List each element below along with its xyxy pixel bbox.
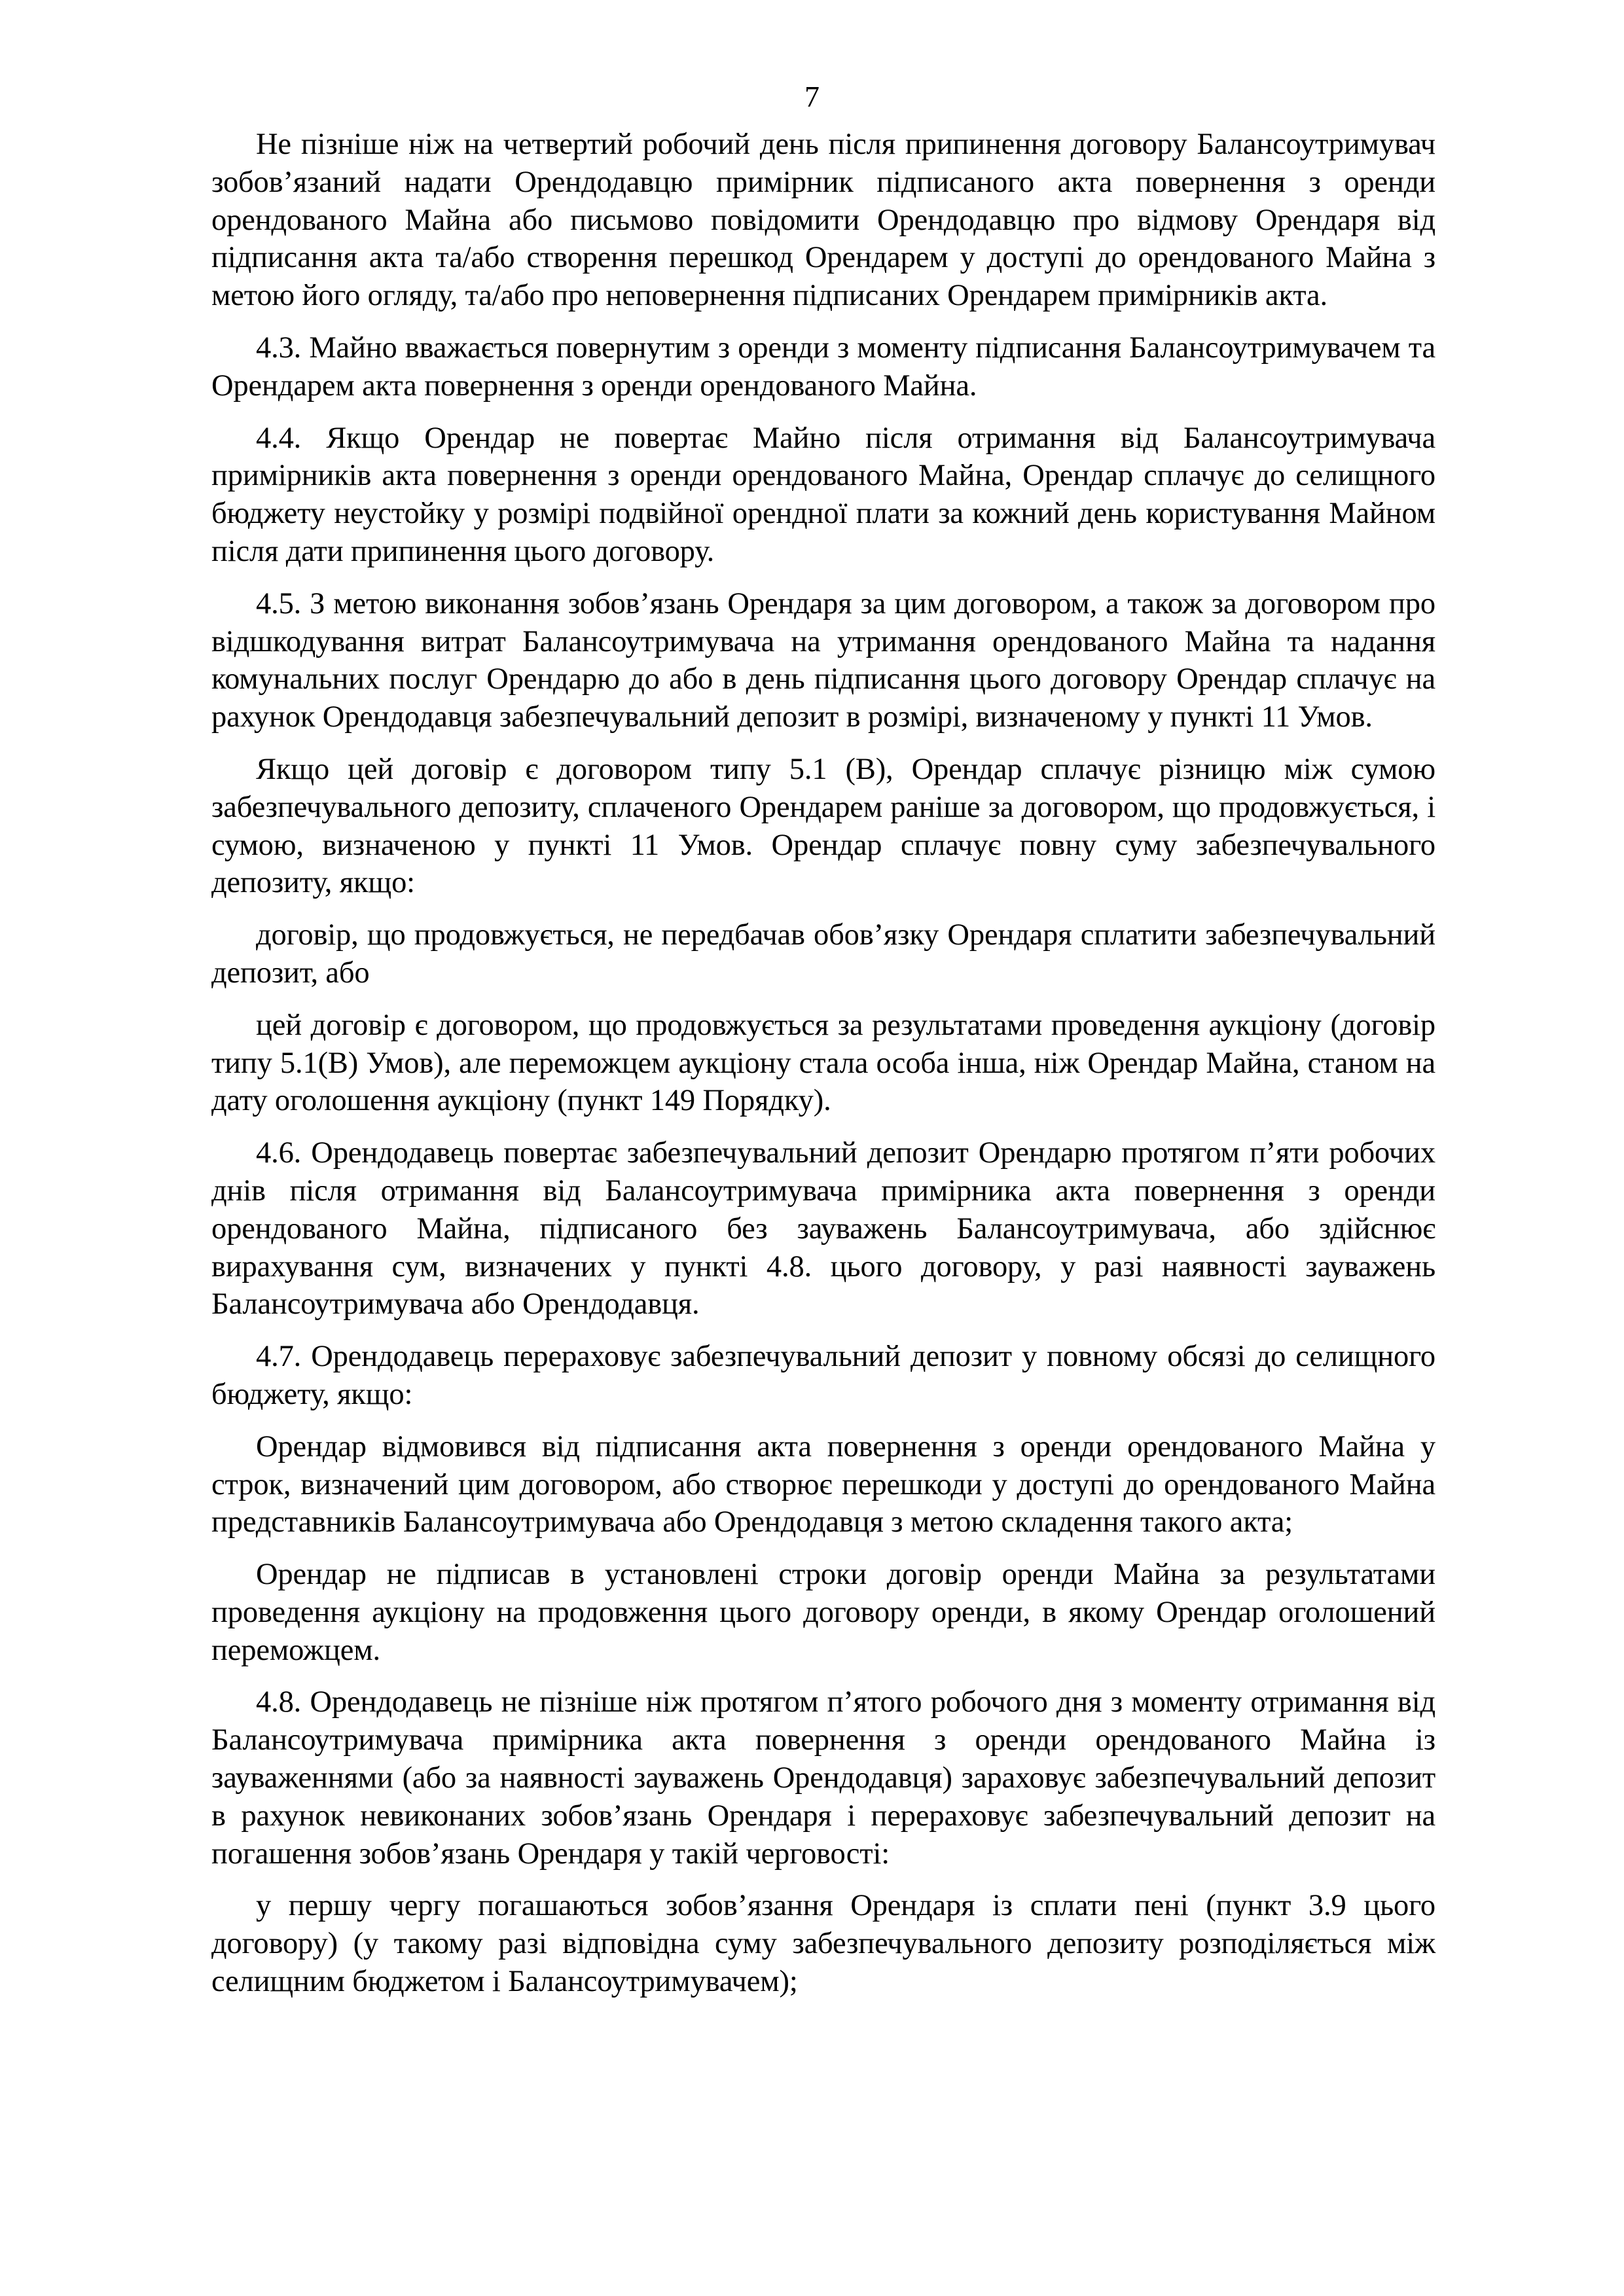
paragraph-4-5: 4.5. З метою виконання зобов’язань Орендаря за цим договором, а також за договором про відшкодування витрат Балансоутримувача на утримання орендованого Майна та надання комунальних послуг Орендарю до або в день підписання цього договору Орендар сплачує на рахунок Орендодавця забезпечувальний депозит в розмірі, визначеному у пункті 11 Умов.	[211, 586, 1435, 734]
paragraph-4-5-condition-2: цей договір є договором, що продовжується за результатами проведення аукціону (договір типу 5.1(В) Умов), але переможцем аукціону стала особа інша, ніж Орендар Майна, станом на дату оголошення аукціону (пункт 149 Порядку).	[211, 1008, 1435, 1118]
paragraph-4-7-condition-2: Орендар не підписав в установлені строки договір оренди Майна за результатами проведення аукціону на продовження цього договору оренди, в якому Орендар оголошений переможцем.	[211, 1558, 1435, 1667]
paragraph-4-7-condition-1: Орендар відмовився від підписання акта повернення з оренди орендованого Майна у строк, визначений цим договором, або створює перешкоди у доступі до орендованого Майна представників Балансоутримувача або Орендодавця з метою складення такого акта;	[211, 1429, 1435, 1539]
paragraph-4-3: 4.3. Майно вважається повернутим з оренди з моменту підписання Балансоутримувачем та Орендарем акта повернення з оренди орендованого Майна.	[211, 331, 1435, 403]
paragraph-4-4: 4.4. Якщо Орендар не повертає Майно після отримання від Балансоутримувача примірників акта повернення з оренди орендованого Майна, Орендар сплачує до селищного бюджету неустойку у розмірі подвійної орендної плати за кожний день користування Майном після дати припинення цього договору.	[211, 421, 1435, 568]
paragraph-4-8-priority-1: у першу чергу погашаються зобов’язання Орендаря із сплати пені (пункт 3.9 цього договору) (у такому разі відповідна суму забезпечувального депозиту розподіляється між селищним бюджетом і Балансоутримувачем);	[211, 1889, 1435, 1999]
paragraph-4-7: 4.7. Орендодавець перераховує забезпечувальний депозит у повному обсязі до селищного бюджету, якщо:	[211, 1340, 1435, 1411]
paragraph-4-8: 4.8. Орендодавець не пізніше ніж протягом п’ятого робочого дня з моменту отримання від Балансоутримувача примірника акта повернення з оренди орендованого Майна із зауваженнями (або за наявності зауважень Орендодавця) зараховує забезпечувальний депозит в рахунок невиконаних зобов’язань Орендаря і перераховує забезпечувальний депозит на погашення зобов’язань Орендаря у такій черговості:	[211, 1685, 1435, 1871]
paragraph-return-act-deadline: Не пізніше ніж на четвертий робочий день після припинення договору Балансоутримувач зобов’язаний надати Орендодавцю примірник підписаного акта повернення з оренди орендованого Майна або письмово повідомити Орендодавцю про відмову Орендаря від підписання акта та/або створення перешкод Орендарем у доступі до орендованого Майна з метою його огляду, та/або про неповернення підписаних Орендарем примірників акта.	[211, 128, 1435, 313]
page-number: 7	[804, 80, 820, 113]
paragraph-4-5-condition-1: договір, що продовжується, не передбачав обов’язку Орендаря сплатити забезпечувальний депозит, або	[211, 918, 1435, 990]
paragraph-4-6: 4.6. Орендодавець повертає забезпечувальний депозит Орендарю протягом п’яти робочих днів після отримання від Балансоутримувача примірника акта повернення з оренди орендованого Майна, підписаного без зауважень Балансоутримувача, або здійснює вирахування сум, визначених у пункті 4.8. цього договору, у разі наявності зауважень Балансоутримувача або Орендодавця.	[211, 1136, 1435, 1321]
paragraph-4-5-type-5-1: Якщо цей договір є договором типу 5.1 (В), Орендар сплачує різницю між сумою забезпечувального депозиту, сплаченого Орендарем раніше за договором, що продовжується, і сумою, визначеною у пункті 11 Умов. Орендар сплачує повну суму забезпечувального депозиту, якщо:	[211, 752, 1435, 900]
document-body	[211, 126, 1435, 2015]
